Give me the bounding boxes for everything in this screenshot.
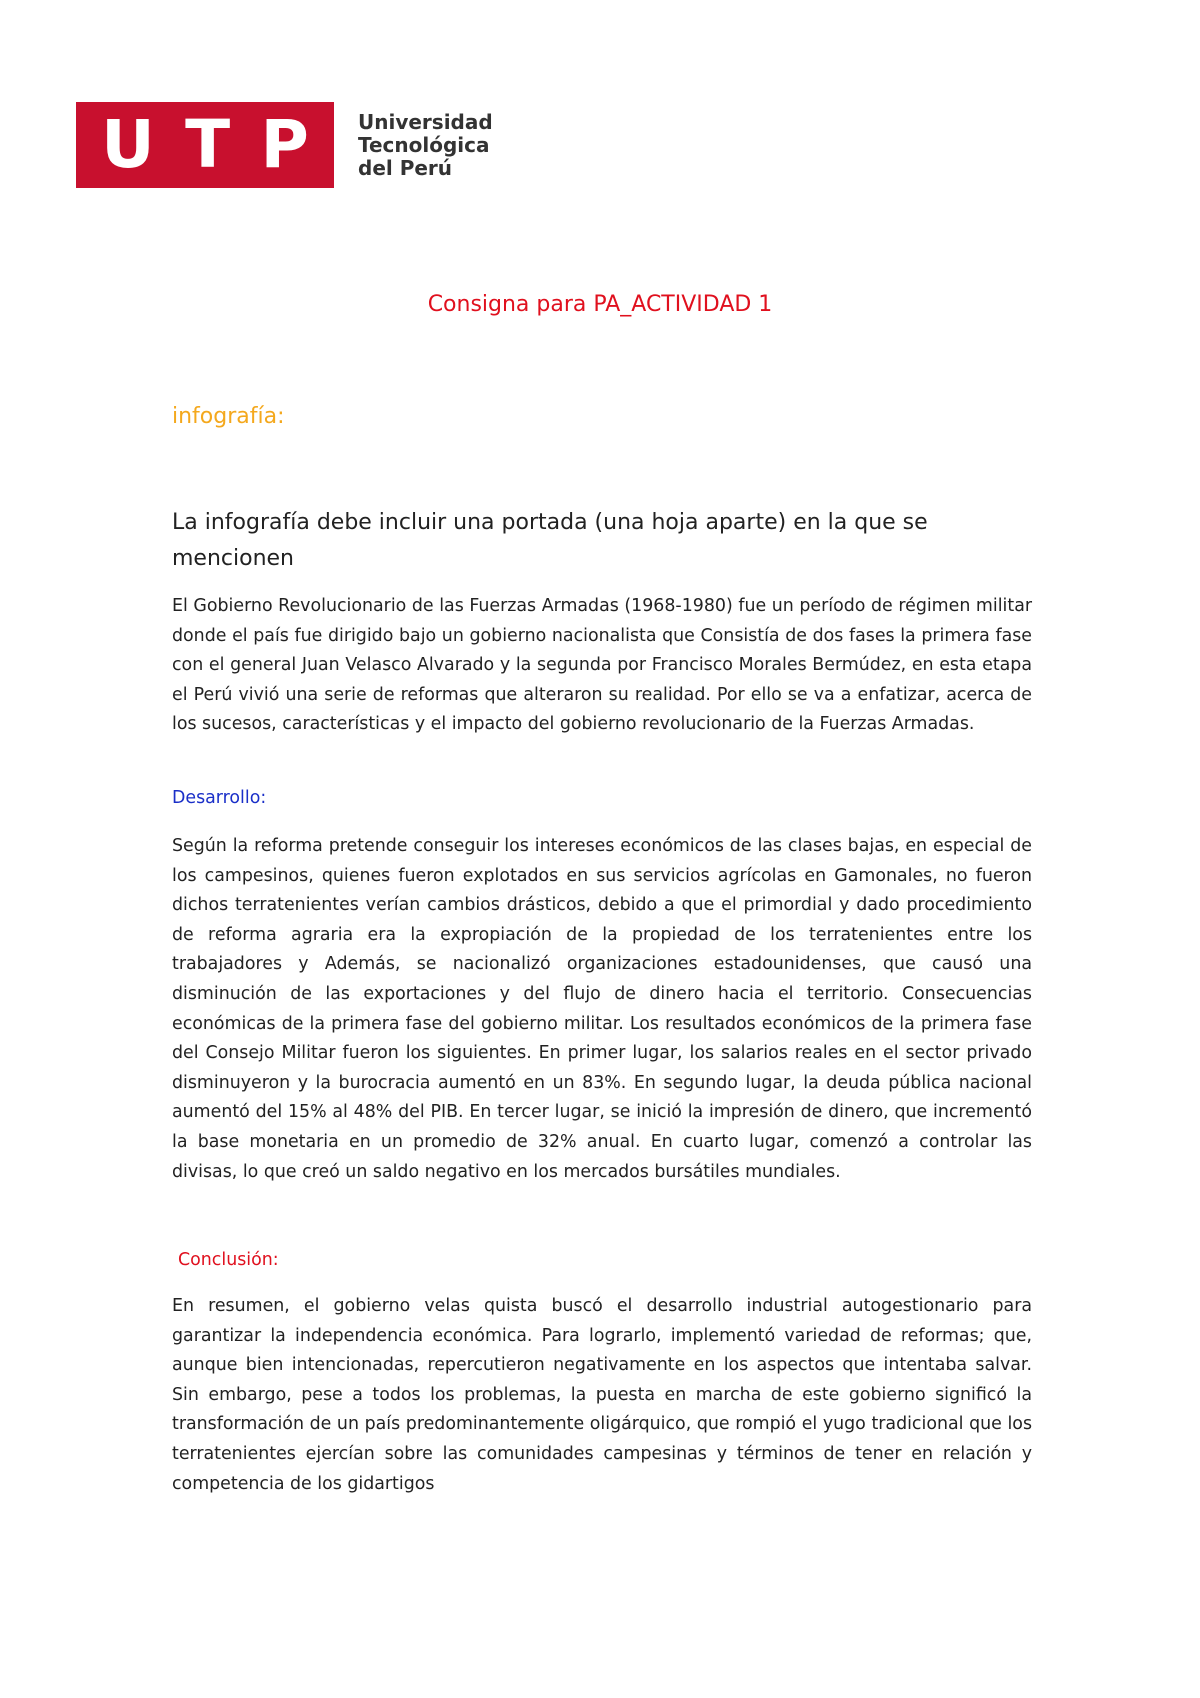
- utp-logo-wordmark: [358, 111, 493, 180]
- logo-text-line-3: del Perú: [358, 155, 453, 180]
- logo-text-line-1: Universidad: [358, 109, 493, 134]
- logo-letter-t: T: [185, 106, 231, 183]
- utp-logo: [76, 102, 493, 188]
- document-title: Consigna para PA_ACTIVIDAD 1: [427, 292, 773, 317]
- conclusion-paragraph: En resumen, el gobierno velas quista buscó el desarrollo industrial autogestionario para garantizar la independencia económica. Para lograrlo, implementó variedad de reformas; que, aunque bien intencionadas, repercutieron negativamente en los aspectos que intentaba salvar. Sin embargo, pese a todos los problemas, la puesta en marcha de este gobierno significó la transformación de un país predominantemente oligárquico, que rompió el yugo tradicional que los terratenientes ejercían sobre las comunidades campesinas y términos de tener en relación y competencia de los gidartigos: [172, 1296, 1032, 1494]
- utp-logo-mark: [76, 102, 334, 188]
- intro-paragraph: El Gobierno Revolucionario de las Fuerzas Armadas (1968-1980) fue un período de régimen militar donde el país fue dirigido bajo un gobierno nacionalista que Consistía de dos fases la primera fase con el general Juan Velasco Alvarado y la segunda por Francisco Morales Bermúdez, en esta etapa el Perú vivió una serie de reformas que alteraron su realidad. Por ello se va a enfatizar, acerca de los sucesos, características y el impacto del gobierno revolucionario de la Fuerzas Armadas.: [172, 596, 1032, 735]
- conclusion-heading: Conclusión:: [178, 1250, 279, 1270]
- logo-letter-p: P: [260, 106, 309, 183]
- logo-text-line-2: Tecnológica: [358, 132, 490, 157]
- logo-letter-u: U: [101, 106, 155, 183]
- infografia-heading: infografía:: [172, 404, 285, 429]
- lead-statement: La infografía debe incluir una portada (una hoja aparte) en la que se mencionen: [172, 510, 928, 571]
- desarrollo-heading: Desarrollo:: [172, 788, 267, 808]
- desarrollo-paragraph: Según la reforma pretende conseguir los intereses económicos de las clases bajas, en especial de los campesinos, quienes fueron explotados en sus servicios agrícolas en Gamonales, no fueron dichos terratenientes verían cambios drásticos, debido a que el primordial y dado procedimiento de reforma agraria era la expropiación de la propiedad de los terratenientes entre los trabajadores y Además, se nacionalizó organizaciones estadounidenses, que causó una disminución de las exportaciones y del flujo de dinero hacia el territorio. Consecuencias económicas de la primera fase del gobierno militar. Los resultados económicos de la primera fase del Consejo Militar fueron los siguientes. En primer lugar, los salarios reales en el sector privado disminuyeron y la burocracia aumentó en un 83%. En segundo lugar, la deuda pública nacional aumentó del 15% al 48% del PIB. En tercer lugar, se inició la impresión de dinero, que incrementó la base monetaria en un promedio de 32% anual. En cuarto lugar, comenzó a controlar las divisas, lo que creó un saldo negativo en los mercados bursátiles mundiales.: [172, 836, 1032, 1182]
